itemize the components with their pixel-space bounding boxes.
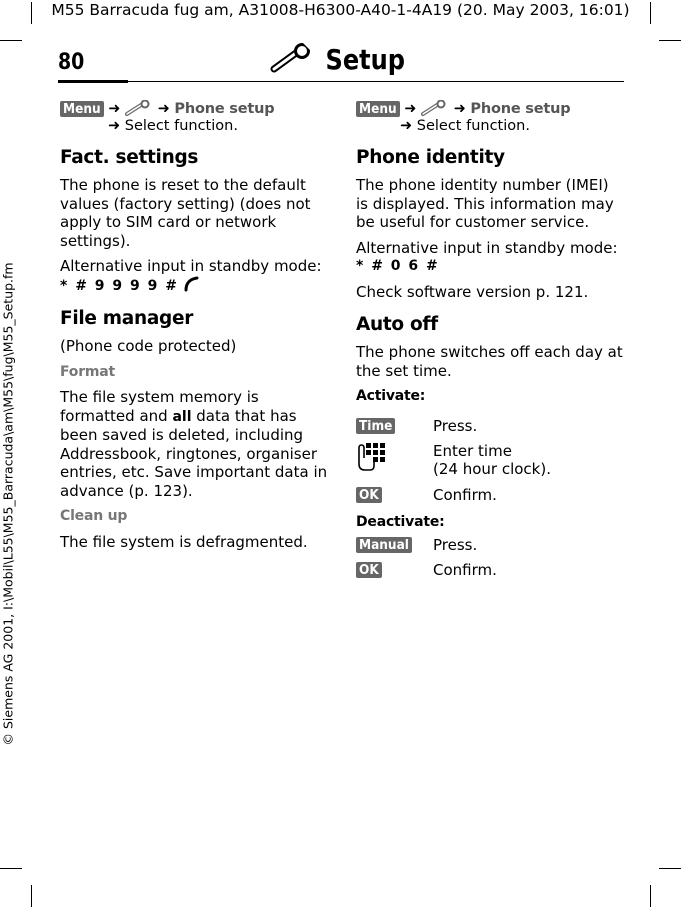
page-number: 80	[58, 50, 85, 75]
key-code: * # 9 9 9 9 #	[60, 277, 179, 294]
text: The file system memory is formatted and	[60, 388, 259, 425]
right-column	[356, 100, 624, 406]
paragraph: The phone is reset to the default values (factory setting) (does not apply to SIM card or network settings).	[60, 176, 311, 250]
menu-path	[60, 100, 328, 118]
crop-mark	[650, 885, 651, 907]
step-action: Confirm.	[433, 561, 497, 579]
menu-path-item: Phone setup	[470, 101, 571, 117]
menu-path-item: Phone setup	[174, 101, 275, 117]
arrow-icon: ➜	[453, 101, 466, 117]
paragraph: Check software version p. 121.	[356, 282, 589, 301]
menu-softkey: Menu	[356, 101, 400, 117]
paragraph	[60, 388, 328, 500]
step-action: Press.	[433, 536, 478, 554]
time-softkey: Time	[356, 418, 395, 434]
ok-softkey: OK	[356, 487, 382, 503]
arrow-icon: ➜	[157, 101, 170, 117]
step-action: Enter time	[433, 442, 512, 460]
arrow-icon: ➜	[108, 101, 121, 117]
print-meta: M55 Barracuda fug am, A31008-H6300-A40-1-4A19 (20. May 2003, 16:01)	[51, 1, 630, 19]
section-heading: File manager	[60, 308, 194, 329]
select-function: ➜ Select function.	[400, 118, 530, 134]
text: data that has been saved is deleted, including Addressbook, ringtones, organiser entries, etc. Save important data in advance (p. 123).	[60, 406, 328, 500]
subheading: Clean up	[60, 508, 128, 524]
wrench-icon	[270, 43, 316, 73]
step-action: Press.	[433, 417, 478, 435]
wrench-icon	[125, 100, 153, 116]
crop-mark	[659, 868, 681, 869]
paragraph: The phone identity number (IMEI) is displayed. This information may be useful for customer service.	[356, 176, 614, 231]
step-row	[356, 560, 382, 579]
paragraph: Alternative input in standby mode:	[356, 238, 618, 257]
subheading: Format	[60, 363, 116, 380]
step-row	[356, 485, 382, 504]
paragraph: The phone switches off each day at the set time.	[356, 343, 623, 380]
step-row	[356, 535, 412, 554]
step-row	[356, 416, 395, 435]
arrow-icon: ➜	[404, 101, 417, 117]
label-deactivate: Deactivate:	[356, 514, 445, 530]
header-rule-accent	[58, 80, 128, 83]
label-activate: Activate:	[356, 388, 426, 404]
section-heading: Fact. settings	[60, 147, 199, 168]
section-heading: Auto off	[356, 314, 438, 335]
left-column	[60, 100, 328, 551]
header-rule	[58, 81, 624, 82]
step-action: Confirm.	[433, 486, 497, 504]
wrench-icon	[421, 100, 449, 116]
menu-softkey: Menu	[60, 101, 104, 117]
call-key-icon	[183, 276, 199, 292]
menu-path	[356, 100, 624, 118]
key-code: * # 0 6 #	[356, 258, 440, 274]
keypad-icon	[356, 442, 386, 472]
sidebar-copyright: © Siemens AG 2001, I:\Mobil\L55\M55_Barracuda\am\M55\fug\M55_Setup.fm	[0, 262, 16, 746]
page-title	[0, 43, 681, 76]
crop-mark	[0, 868, 22, 869]
paragraph: (Phone code protected)	[60, 337, 237, 355]
select-function: ➜ Select function.	[108, 118, 238, 134]
key-sequence	[60, 276, 328, 296]
step-action: (24 hour clock).	[433, 460, 551, 478]
crop-mark	[659, 40, 681, 41]
title-text: Setup	[325, 43, 405, 76]
ok-softkey: OK	[356, 562, 382, 578]
section-heading: Phone identity	[356, 147, 505, 168]
step-row	[356, 442, 386, 477]
emphasis: all	[172, 408, 192, 425]
crop-mark	[0, 40, 22, 41]
manual-softkey: Manual	[356, 537, 412, 553]
crop-mark	[31, 885, 32, 907]
paragraph: Alternative input in standby mode:	[60, 257, 322, 275]
paragraph: The file system is defragmented.	[60, 532, 308, 551]
